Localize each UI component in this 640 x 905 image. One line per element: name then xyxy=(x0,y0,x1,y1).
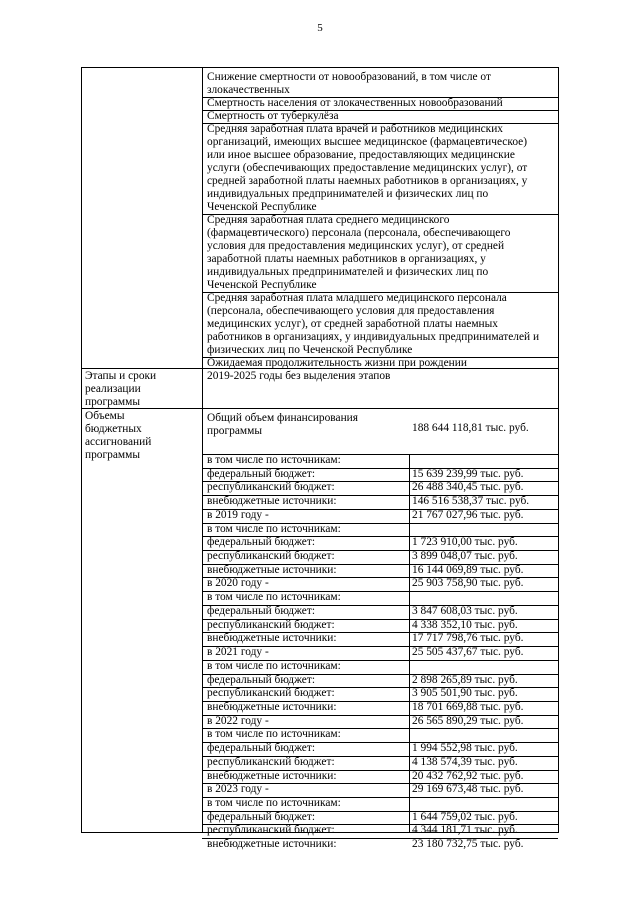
budget-row-divider xyxy=(202,536,558,537)
budget-row-label: в том числе по источникам: xyxy=(207,728,341,741)
budget-row-amount: 17 717 798,76 тыс. руб. xyxy=(412,632,524,645)
budget-row-label: внебюджетные источники: xyxy=(207,700,337,713)
budget-row-label: в том числе по источникам: xyxy=(207,522,341,535)
column-divider xyxy=(202,68,203,832)
budget-row-divider xyxy=(202,824,558,825)
stages-value: 2019-2025 годы без выделения этапов xyxy=(207,370,391,382)
budget-row-divider xyxy=(202,783,558,784)
budget-row-amount: 3 899 048,07 тыс. руб. xyxy=(412,550,518,563)
budget-row-divider xyxy=(202,564,558,565)
budget-row-amount: 3 905 501,90 тыс. руб. xyxy=(412,687,518,700)
budget-row-divider xyxy=(202,550,558,551)
budget-row-label: в 2019 году - xyxy=(207,508,269,521)
budget-row-amount: 1 994 552,98 тыс. руб. xyxy=(412,742,518,755)
budget-row-divider xyxy=(202,632,558,633)
budget-row-divider xyxy=(202,797,558,798)
budget-row-divider xyxy=(202,811,558,812)
budget-row-amount: 16 144 069,89 тыс. руб. xyxy=(412,563,524,576)
stages-label: Этапы и сроки xyxy=(85,370,157,382)
budget-row-divider xyxy=(202,523,558,524)
budget-row-label: республиканский бюджет: xyxy=(207,618,335,631)
budget-row-label: республиканский бюджет: xyxy=(207,481,335,494)
budget-row-divider xyxy=(202,660,558,661)
indicator-line: работников в организациях, у индивидуальных предпринимателей и xyxy=(207,331,540,343)
budget-row-amount: 4 344 181,71 тыс. руб. xyxy=(412,824,518,837)
budget-row-amount: 2 898 265,89 тыс. руб. xyxy=(412,673,518,686)
indicator-line: физических лиц по Чеченской Республике xyxy=(207,344,413,356)
budget-row-amount: 29 169 673,48 тыс. руб. xyxy=(412,783,524,796)
budget-row-label: федеральный бюджет: xyxy=(207,467,315,480)
budget-row-label: в 2021 году - xyxy=(207,646,269,659)
budget-label: ассигнований xyxy=(85,436,152,448)
indicator-line: (персонала, обеспечивающего условия для предоставления xyxy=(207,305,495,317)
budget-row-label: в том числе по источникам: xyxy=(207,454,341,466)
indicator-line: Чеченской Республике xyxy=(207,279,317,291)
budget-row-amount: 4 338 352,10 тыс. руб. xyxy=(412,618,518,631)
budget-row-amount: 18 701 669,88 тыс. руб. xyxy=(412,700,524,713)
budget-row-label: внебюджетные источники: xyxy=(207,563,337,576)
budget-row-label: республиканский бюджет: xyxy=(207,824,335,837)
budget-row-divider xyxy=(202,756,558,757)
stages-label: реализации xyxy=(85,383,141,395)
budget-row-amount: 26 488 340,45 тыс. руб. xyxy=(412,481,524,494)
budget-row-divider xyxy=(202,509,558,510)
indicator-line: Средняя заработная плата врачей и работников медицинских xyxy=(207,123,503,135)
stages-label: программы xyxy=(85,396,140,408)
budget-row-divider xyxy=(202,468,558,469)
budget-row-divider xyxy=(202,619,558,620)
budget-row-divider xyxy=(202,481,558,482)
indicator-line: злокачественных xyxy=(207,84,290,96)
indicator-line: или иное высшее образование, предоставляющих медицинские xyxy=(207,149,515,161)
budget-row-amount: 23 180 732,75 тыс. руб. xyxy=(412,838,524,851)
total-funding-label: Общий объем финансирования xyxy=(207,412,359,424)
row-divider xyxy=(82,368,558,369)
budget-row-label: федеральный бюджет: xyxy=(207,742,315,755)
budget-row-label: внебюджетные источники: xyxy=(207,632,337,645)
budget-label: программы xyxy=(85,449,140,461)
budget-row-label: в том числе по источникам: xyxy=(207,659,341,672)
budget-row-divider xyxy=(202,715,558,716)
budget-row-label: в том числе по источникам: xyxy=(207,797,341,809)
budget-row-label: республиканский бюджет: xyxy=(207,687,335,700)
total-funding-label: программы xyxy=(207,425,262,437)
budget-row-label: в 2023 году - xyxy=(207,783,269,796)
budget-row-divider xyxy=(202,646,558,647)
budget-row-divider xyxy=(202,728,558,729)
budget-row-divider xyxy=(202,770,558,771)
indicator-line: организаций, имеющих высшее медицинское (фармацевтическое) xyxy=(207,136,528,148)
budget-row-amount: 146 516 538,37 тыс. руб. xyxy=(412,495,530,508)
budget-row-divider xyxy=(202,701,558,702)
budget-row-amount: 1 644 759,02 тыс. руб. xyxy=(412,810,518,823)
budget-row-amount: 25 903 758,90 тыс. руб. xyxy=(412,577,524,590)
indicator-line: индивидуальных предпринимателей и физических лиц по xyxy=(207,188,489,200)
budget-row-label: республиканский бюджет: xyxy=(207,550,335,563)
budget-row-amount: 26 565 890,29 тыс. руб. xyxy=(412,714,524,727)
budget-row-amount: 3 847 608,03 тыс. руб. xyxy=(412,604,518,617)
budget-row-label: федеральный бюджет: xyxy=(207,536,315,549)
budget-row-divider xyxy=(202,591,558,592)
budget-row-label: федеральный бюджет: xyxy=(207,810,315,823)
budget-row-amount: 15 639 239,99 тыс. руб. xyxy=(412,467,524,480)
budget-row-divider xyxy=(202,577,558,578)
budget-row-label: в том числе по источникам: xyxy=(207,591,341,604)
budget-row-amount: 20 432 762,92 тыс. руб. xyxy=(412,769,524,782)
budget-row-label: внебюджетные источники: xyxy=(207,495,337,508)
indicator-line: условия для предоставления медицинских услуг), от средней xyxy=(207,240,505,252)
amount-column-divider xyxy=(409,454,410,832)
budget-row-amount: 4 138 574,39 тыс. руб. xyxy=(412,755,518,768)
budget-row-amount: 1 723 910,00 тыс. руб. xyxy=(412,536,518,549)
total-funding-value: 188 644 118,81 тыс. руб. xyxy=(412,422,529,434)
budget-row-divider xyxy=(202,742,558,743)
budget-row-label: в 2022 году - xyxy=(207,714,269,727)
indicator-line: Средняя заработная плата младшего медицинского персонала xyxy=(207,292,507,304)
page-number: 5 xyxy=(317,22,323,34)
budget-row-divider xyxy=(202,495,558,496)
budget-row-amount: 21 767 027,96 тыс. руб. xyxy=(412,508,524,521)
budget-label: Объемы xyxy=(85,410,125,422)
budget-row-label: в 2020 году - xyxy=(207,577,269,590)
indicator-line: Смертность населения от злокачественных новообразований xyxy=(207,97,503,109)
budget-row-divider xyxy=(202,838,558,839)
indicator-line: Средняя заработная плата среднего медицинского xyxy=(207,214,450,226)
budget-row-label: федеральный бюджет: xyxy=(207,604,315,617)
budget-row-label: внебюджетные источники: xyxy=(207,769,337,782)
indicator-line: средней заработной платы наемных работников в организациях, у xyxy=(207,175,528,187)
indicator-line: Ожидаемая продолжительность жизни при рождении xyxy=(207,357,467,369)
indicator-line: Снижение смертности от новообразований, в том числе от xyxy=(207,71,491,83)
indicator-line: индивидуальных предпринимателей и физических лиц по xyxy=(207,266,489,278)
budget-row-divider xyxy=(202,674,558,675)
indicator-line: заработной платы наемных работников в организациях, у xyxy=(207,253,486,265)
program-table xyxy=(81,67,559,851)
budget-row-label: внебюджетные источники: xyxy=(207,838,337,851)
indicator-line: медицинских услуг), от средней заработной платы наемных xyxy=(207,318,498,330)
budget-row-label: федеральный бюджет: xyxy=(207,673,315,686)
indicator-line: Чеченской Республике xyxy=(207,201,317,213)
row-divider xyxy=(82,408,558,409)
indicator-line: (фармацевтического) персонала (персонала, обеспечивающего xyxy=(207,227,511,239)
budget-label: бюджетных xyxy=(85,423,142,435)
budget-row-divider xyxy=(202,687,558,688)
budget-row-amount: 25 505 437,67 тыс. руб. xyxy=(412,646,524,659)
budget-row-divider xyxy=(202,605,558,606)
indicator-line: Смертность от туберкулёза xyxy=(207,110,339,122)
indicator-line: услуги (обеспечивающих предоставление медицинских услуг), от xyxy=(207,162,528,174)
budget-row-label: республиканский бюджет: xyxy=(207,755,335,768)
